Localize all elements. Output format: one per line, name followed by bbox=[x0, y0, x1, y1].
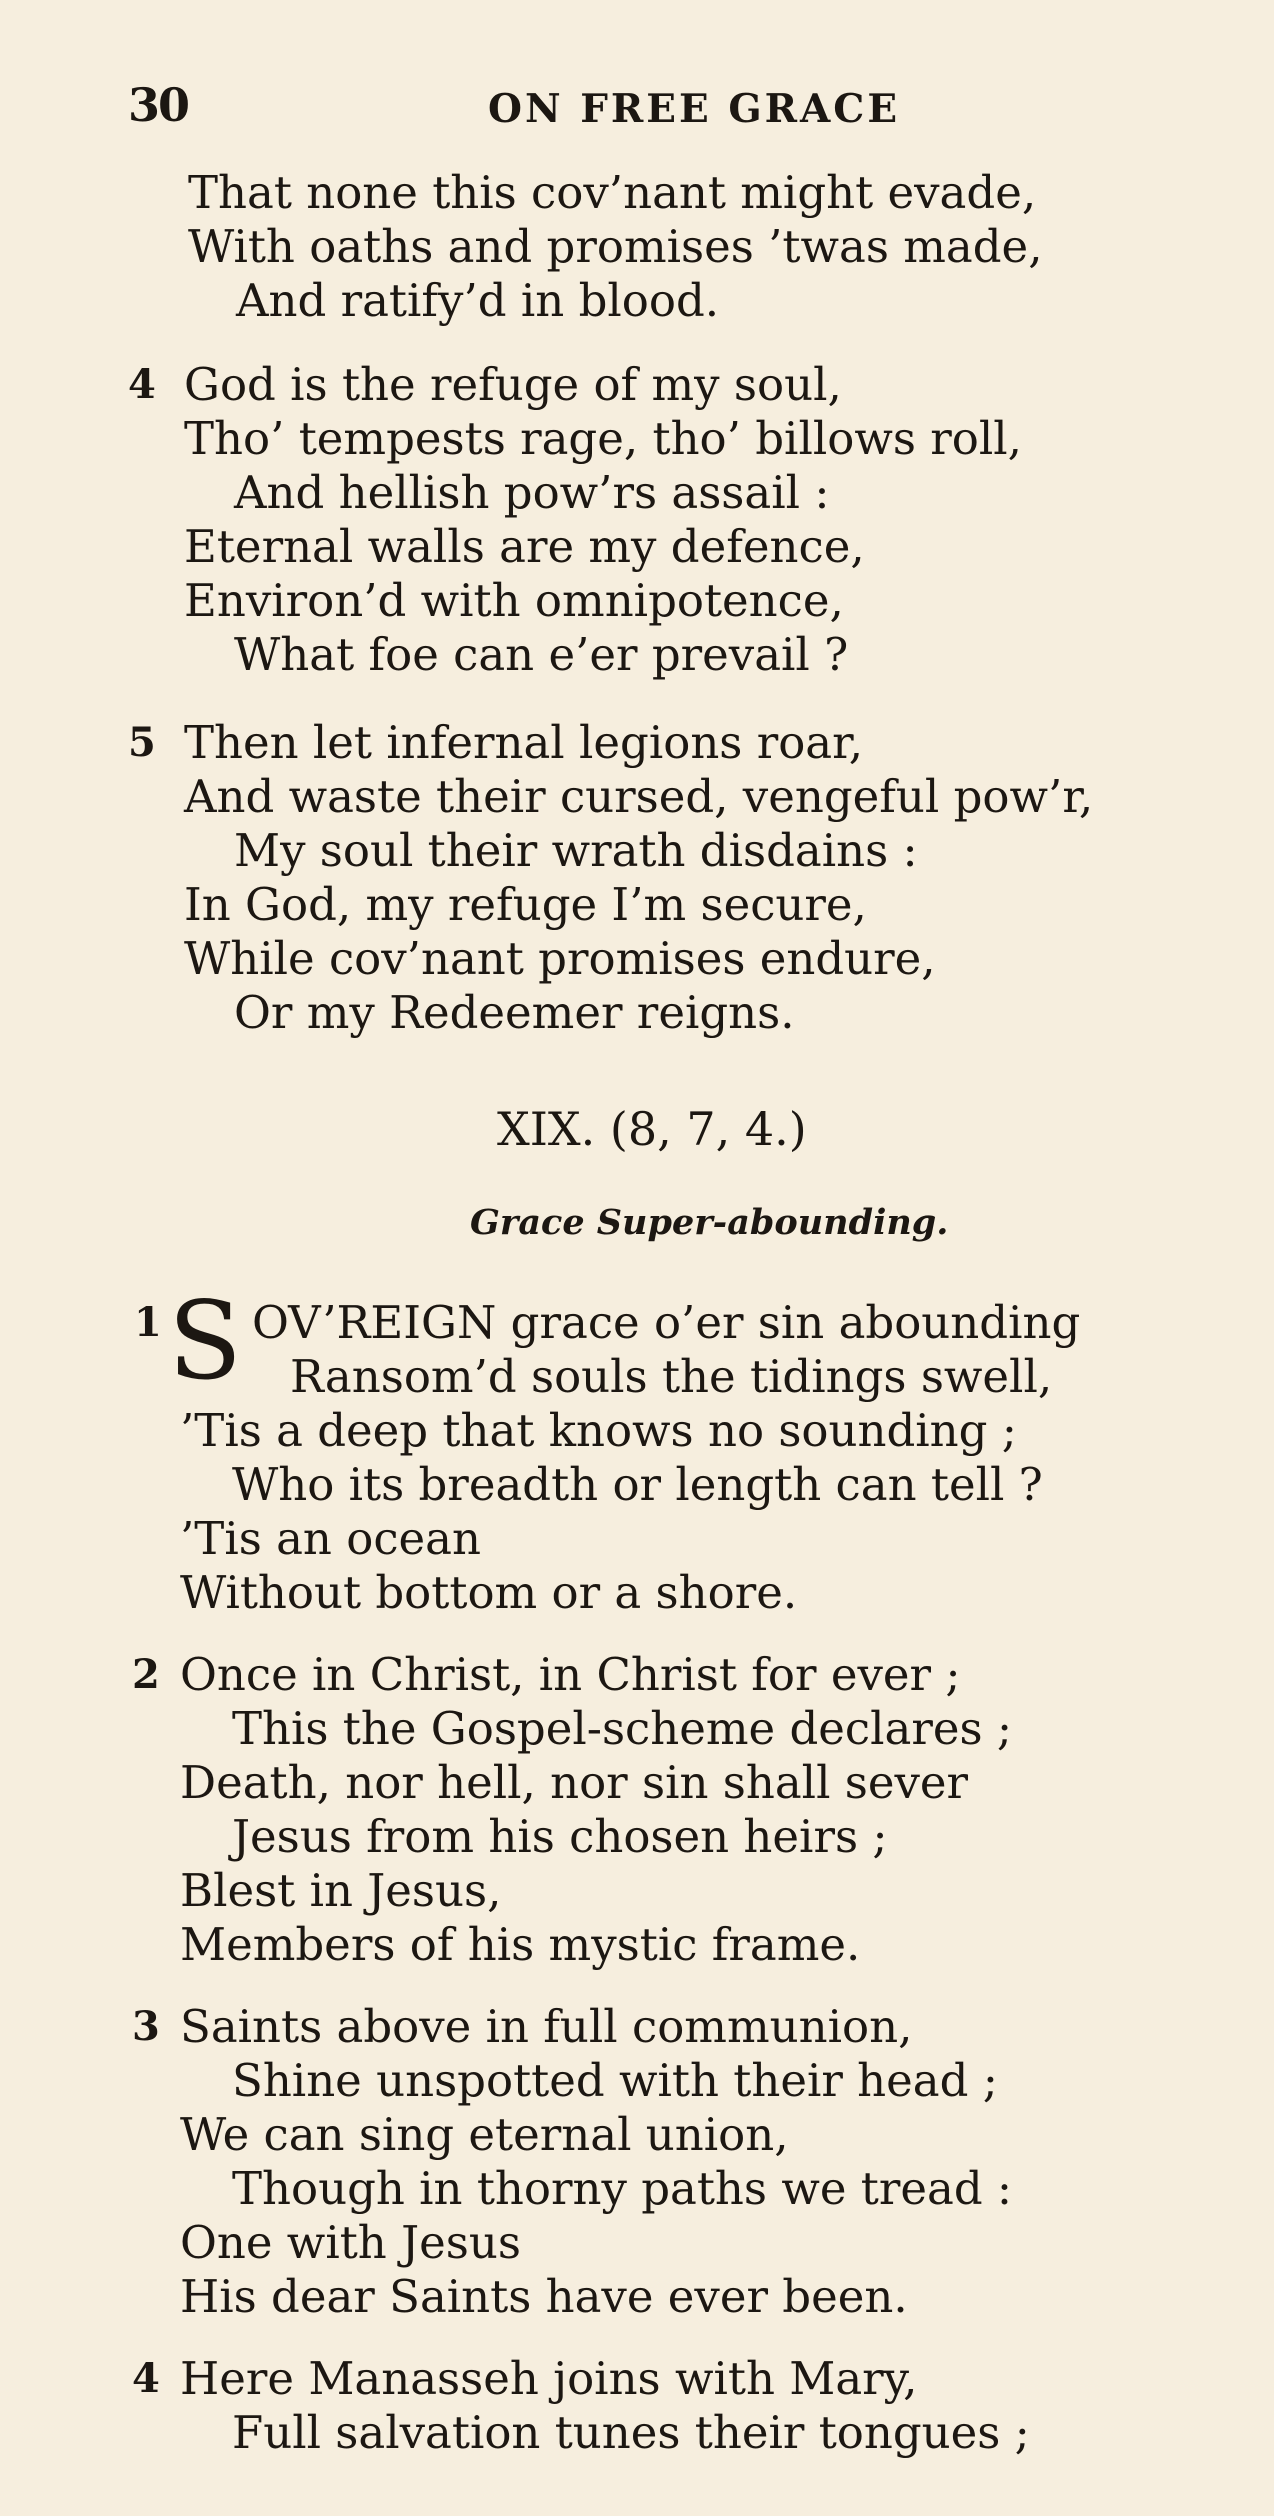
verse-line: This the Gospel-scheme declares ; bbox=[232, 1702, 1013, 1755]
verse-line: Full salvation tunes their tongues ; bbox=[232, 2406, 1030, 2459]
verse-number: 3 bbox=[132, 2003, 160, 2050]
running-title: ON FREE GRACE bbox=[488, 86, 901, 132]
verse-line: OV’REIGN grace o’er sin abounding bbox=[252, 1296, 1081, 1349]
verse-line: Tho’ tempests rage, tho’ billows roll, bbox=[184, 412, 1022, 465]
verse-line: Shine unspotted with their head ; bbox=[232, 2054, 998, 2107]
verse-line: Though in thorny paths we tread : bbox=[232, 2162, 1013, 2215]
verse-number: 2 bbox=[132, 1651, 160, 1698]
verse-line: In God, my refuge I’m secure, bbox=[184, 878, 867, 931]
hymn-title: Grace Super-abounding. bbox=[470, 1202, 949, 1243]
verse-line: Blest in Jesus, bbox=[180, 1864, 502, 1917]
drop-cap: S bbox=[168, 1279, 242, 1404]
hymn-number: XIX. (8, 7, 4.) bbox=[497, 1102, 807, 1156]
verse-line: ’Tis a deep that knows no sounding ; bbox=[180, 1404, 1017, 1457]
verse-line: With oaths and promises ’twas made, bbox=[188, 220, 1043, 273]
page-number: 30 bbox=[128, 78, 189, 132]
verse-line: His dear Saints have ever been. bbox=[180, 2270, 908, 2323]
verse-line: God is the refuge of my soul, bbox=[184, 358, 842, 411]
verse-line: Members of his mystic frame. bbox=[180, 1918, 861, 1971]
verse-line: What foe can e’er prevail ? bbox=[234, 628, 849, 681]
verse-line: Jesus from his chosen heirs ; bbox=[232, 1810, 888, 1863]
verse-number: 4 bbox=[132, 2355, 160, 2402]
verse-line: Then let infernal legions roar, bbox=[184, 716, 863, 769]
verse-line: Ransom’d souls the tidings swell, bbox=[290, 1350, 1053, 1403]
verse-line: And ratify’d in blood. bbox=[236, 274, 720, 327]
verse-line: Who its breadth or length can tell ? bbox=[232, 1458, 1043, 1511]
verse-number: 5 bbox=[128, 719, 156, 766]
verse-line: ’Tis an ocean bbox=[180, 1512, 481, 1565]
verse-line: Once in Christ, in Christ for ever ; bbox=[180, 1648, 961, 1701]
verse-line: We can sing eternal union, bbox=[180, 2108, 789, 2161]
verse-line: Eternal walls are my defence, bbox=[184, 520, 865, 573]
verse-line: Or my Redeemer reigns. bbox=[234, 986, 795, 1039]
verse-line: And hellish pow’rs assail : bbox=[234, 466, 830, 519]
verse-number: 1 bbox=[134, 1299, 162, 1346]
verse-line: That none this cov’nant might evade, bbox=[188, 166, 1037, 219]
verse-number: 4 bbox=[128, 361, 156, 408]
verse-line: Death, nor hell, nor sin shall sever bbox=[180, 1756, 969, 1809]
verse-line: And waste their cursed, vengeful pow’r, bbox=[184, 770, 1094, 823]
verse-line: My soul their wrath disdains : bbox=[234, 824, 918, 877]
verse-line: Saints above in full communion, bbox=[180, 2000, 913, 2053]
verse-line: While cov’nant promises endure, bbox=[184, 932, 936, 985]
verse-line: Without bottom or a shore. bbox=[180, 1566, 798, 1619]
verse-line: Here Manasseh joins with Mary, bbox=[180, 2352, 918, 2405]
verse-line: Environ’d with omnipotence, bbox=[184, 574, 844, 627]
verse-line: One with Jesus bbox=[180, 2216, 521, 2269]
page-header bbox=[0, 78, 1274, 138]
